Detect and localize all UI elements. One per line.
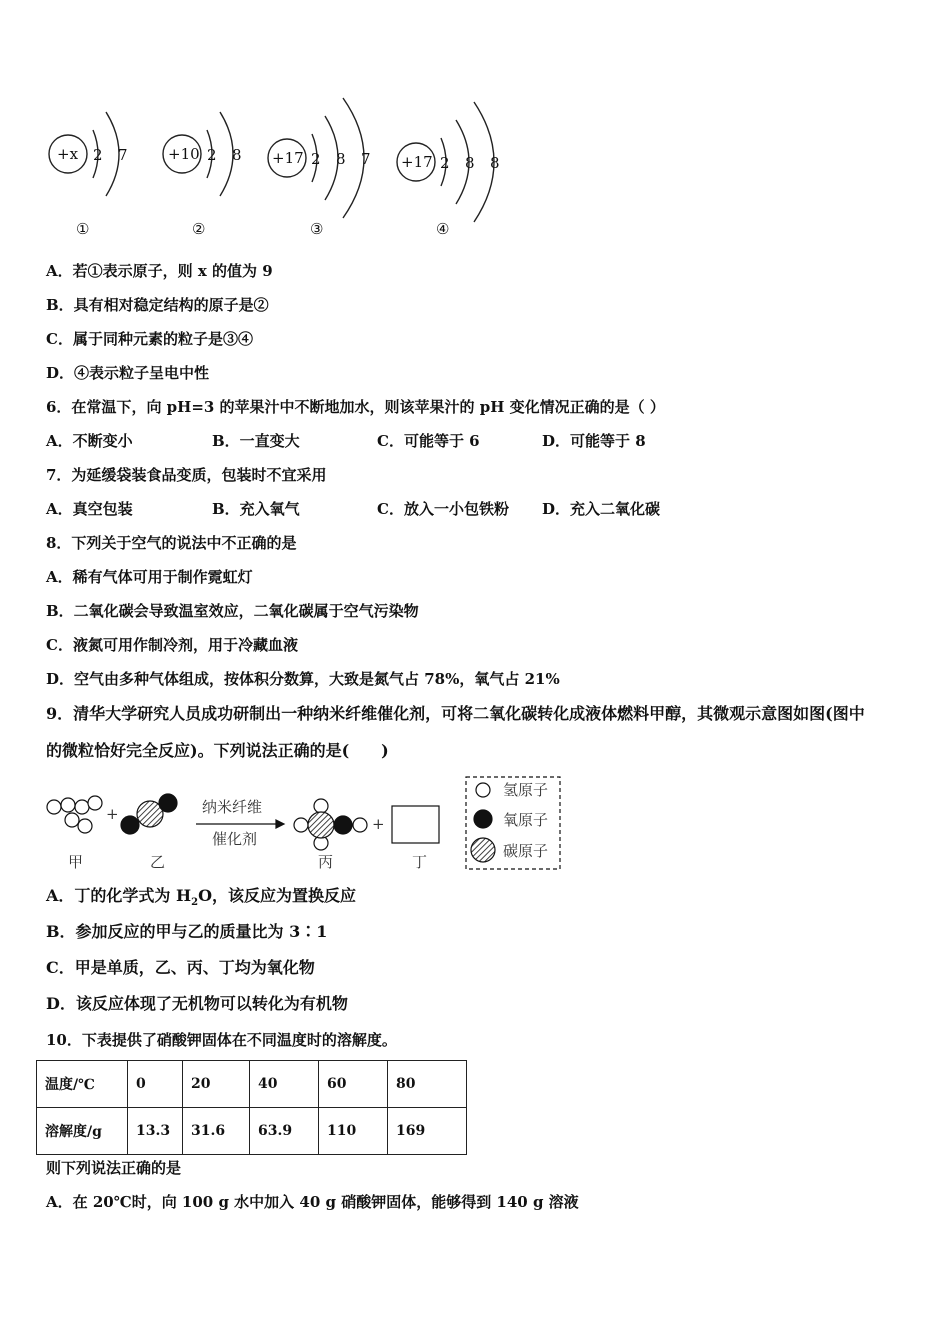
q10-follow: 则下列说法正确的是: [46, 1159, 182, 1177]
hydrogen-atom: [65, 813, 79, 827]
q9-option-d: D．该反应体现了无机物可以转化为有机物: [46, 994, 348, 1013]
table-cell: 31.6: [183, 1108, 250, 1155]
q8-option-b: B．二氧化碳会导致温室效应，二氧化碳属于空气污染物: [46, 602, 419, 620]
q9-option-b: B．参加反应的甲与乙的质量比为 3∶1: [46, 922, 328, 941]
oxygen-atom: [121, 816, 139, 834]
hydrogen-atom: [47, 800, 61, 814]
table-cell: 110: [319, 1108, 388, 1155]
table-cell: 20: [183, 1061, 250, 1108]
q6-stem: 6．在常温下，向 pH=3 的苹果汁中不断地加水，则该苹果汁的 pH 变化情况正确的是（ ）: [46, 398, 665, 416]
atom-label: ④: [436, 220, 450, 238]
atom-diagrams: [0, 90, 560, 245]
hydrogen-atom: [78, 819, 92, 833]
table-cell: 80: [388, 1061, 467, 1108]
table-cell: 0: [128, 1061, 183, 1108]
q8-stem: 8．下列关于空气的说法中不正确的是: [46, 534, 297, 552]
q5-option-c: C．属于同种元素的粒子是③④: [46, 330, 253, 348]
nucleus-charge: +10: [168, 145, 200, 163]
product-box: [392, 806, 439, 843]
q9-stem-line1: 9．清华大学研究人员成功研制出一种纳米纤维催化剂，可将二氧化碳转化成液体燃料甲醇，其微观示意图如图(图中: [46, 704, 865, 723]
hydrogen-atom: [88, 796, 102, 810]
table-row: [37, 1061, 467, 1108]
legend-hydrogen-label: 氢原子: [503, 781, 549, 799]
hydrogen-atom: [353, 818, 367, 832]
q9-option-c: C．甲是单质，乙、丙、丁均为氧化物: [46, 958, 315, 977]
electron-count: 8: [490, 154, 500, 172]
q7-option-c: C．放入一小包铁粉: [377, 500, 509, 518]
nucleus-charge: +17: [401, 153, 433, 171]
label-jia: 甲: [68, 853, 84, 871]
q10-stem: 10．下表提供了硝酸钾固体在不同温度时的溶解度。: [46, 1031, 397, 1049]
legend-carbon-icon: [471, 838, 495, 862]
legend-oxygen-icon: [474, 810, 492, 828]
arrow-condition-bottom: 催化剂: [212, 830, 258, 848]
q9-option-a-text: A．丁的化学式为 H: [46, 886, 192, 905]
q6-option-a: A．不断变小: [46, 432, 133, 450]
q9-option-a-sub: 2: [191, 897, 199, 909]
table-row: [37, 1108, 467, 1155]
electron-count: 7: [361, 150, 371, 168]
electron-count: 2: [93, 146, 103, 164]
atom-label: ③: [310, 220, 324, 238]
electron-count: 7: [118, 146, 128, 164]
legend-carbon-label: 碳原子: [503, 842, 549, 860]
table-cell: 40: [250, 1061, 319, 1108]
q10-option-a: A．在 20℃时，向 100 g 水中加入 40 g 硝酸钾固体，能够得到 140 g 溶液: [46, 1193, 579, 1211]
electron-count: 2: [440, 154, 450, 172]
q7-option-b: B．充入氧气: [212, 500, 300, 518]
electron-count: 8: [336, 150, 346, 168]
hydrogen-atom: [75, 800, 89, 814]
q5-option-b: B．具有相对稳定结构的原子是②: [46, 296, 269, 314]
arrow-condition-top: 纳米纤维: [202, 798, 263, 816]
hydrogen-atom: [294, 818, 308, 832]
label-bing: 丙: [318, 853, 334, 871]
q9-option-a: [46, 886, 356, 913]
nucleus-charge: +x: [57, 145, 79, 163]
q5-option-a: A．若①表示原子，则 x 的值为 9: [46, 262, 273, 280]
reaction-diagram: [40, 774, 570, 874]
q9-stem-line2: 的微粒恰好完全反应)。下列说法正确的是( ): [46, 741, 389, 760]
q8-option-c: C．液氮可用作制冷剂，用于冷藏血液: [46, 636, 298, 654]
table-cell: 63.9: [250, 1108, 319, 1155]
oxygen-atom: [334, 816, 352, 834]
q5-option-d: D．④表示粒子呈电中性: [46, 364, 210, 382]
carbon-atom: [308, 812, 334, 838]
legend-hydrogen-icon: [476, 783, 490, 797]
plus-sign: +: [106, 805, 119, 823]
arrow-head: [276, 820, 284, 828]
electron-count: 8: [232, 146, 242, 164]
q6-option-d: D．可能等于 8: [542, 432, 646, 450]
q7-option-d: D．充入二氧化碳: [542, 500, 661, 518]
hydrogen-atom: [314, 799, 328, 813]
q9-option-a-text-end: O，该反应为置换反应: [198, 886, 357, 905]
plus-sign: +: [372, 815, 385, 833]
label-yi: 乙: [150, 853, 166, 871]
hydrogen-atom: [61, 798, 75, 812]
label-ding: 丁: [412, 853, 428, 871]
table-cell: 60: [319, 1061, 388, 1108]
q8-option-d: D．空气由多种气体组成，按体积分数算，大致是氮气占 78%，氧气占 21%: [46, 670, 560, 688]
table-cell: 溶解度/g: [37, 1108, 128, 1155]
oxygen-atom: [159, 794, 177, 812]
electron-count: 2: [311, 150, 321, 168]
atom-label: ②: [192, 220, 206, 238]
solubility-table: [36, 1060, 467, 1155]
table-cell: 13.3: [128, 1108, 183, 1155]
q8-option-a: A．稀有气体可用于制作霓虹灯: [46, 568, 253, 586]
q7-option-a: A．真空包装: [46, 500, 133, 518]
atom-label: ①: [76, 220, 90, 238]
q6-option-c: C．可能等于 6: [377, 432, 480, 450]
nucleus-charge: +17: [272, 149, 304, 167]
table-cell: 温度/℃: [37, 1061, 128, 1108]
electron-count: 2: [207, 146, 217, 164]
electron-count: 8: [465, 154, 475, 172]
table-cell: 169: [388, 1108, 467, 1155]
q7-stem: 7．为延缓袋装食品变质，包装时不宜采用: [46, 466, 327, 484]
q6-option-b: B．一直变大: [212, 432, 300, 450]
legend-oxygen-label: 氧原子: [503, 811, 549, 829]
